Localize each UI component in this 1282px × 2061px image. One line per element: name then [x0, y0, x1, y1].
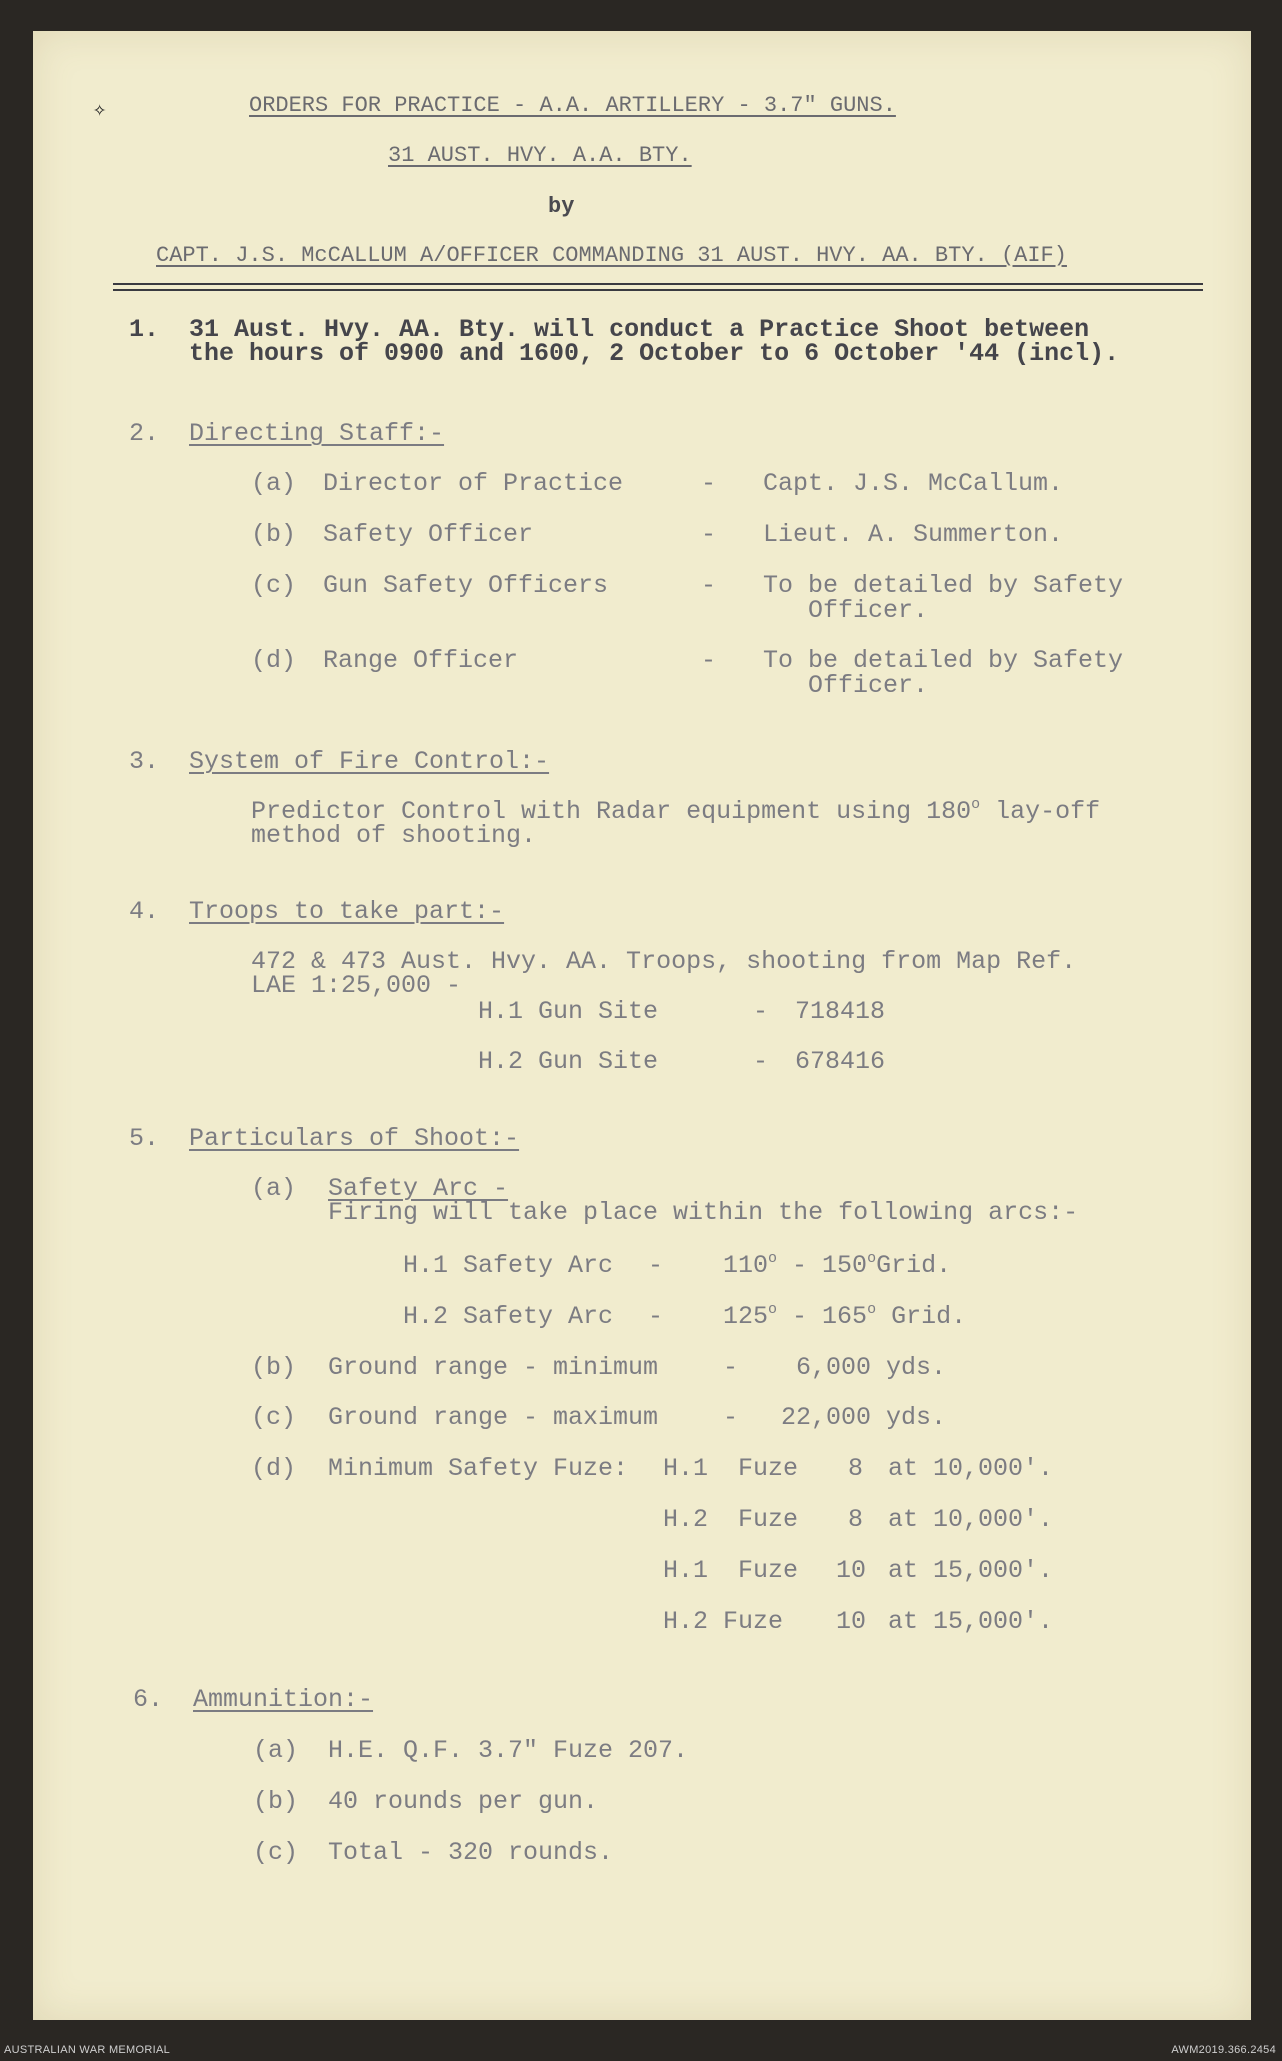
- author-line: CAPT. J.S. McCALLUM A/OFFICER COMMANDING 31 AUST. HVY. AA. BTY. (AIF): [156, 243, 1067, 268]
- arc-range: 110$^o$ - 150$^o$Grid.: [723, 1250, 952, 1280]
- fuze-altitude: at 15,000'.: [888, 1607, 1054, 1636]
- arc-name: H.2 Safety Arc: [403, 1302, 614, 1331]
- section-2-number: 2.: [129, 419, 160, 448]
- fuze-label: Fuze: [738, 1454, 799, 1483]
- section-6-title: Ammunition:-: [193, 1685, 374, 1714]
- row-dash: -: [701, 469, 717, 498]
- fuze-number: 8: [848, 1454, 864, 1483]
- section-3-line-1: Predictor Control with Radar equipment using 180$^o$ lay-off: [251, 796, 1101, 826]
- staff-role: Director of Practice: [323, 469, 624, 498]
- arc-name: H.1 Safety Arc: [403, 1251, 614, 1280]
- row-dash: -: [648, 1251, 664, 1280]
- document-page: [33, 31, 1251, 2020]
- ammunition-text: 40 rounds per gun.: [328, 1787, 599, 1816]
- doc-title: ORDERS FOR PRACTICE - A.A. ARTILLERY - 3.7" GUNS.: [249, 93, 896, 118]
- staff-value: To be detailed by Safety: [763, 646, 1124, 675]
- section-1-line-2: the hours of 0900 and 1600, 2 October to 6 October '44 (incl).: [189, 339, 1120, 368]
- fuze-site: H.1: [663, 1556, 709, 1585]
- fuze-site: H.2: [663, 1505, 709, 1534]
- row-dash: -: [723, 1353, 739, 1382]
- section-4-title: Troops to take part:-: [189, 897, 505, 926]
- row-dash: -: [701, 646, 717, 675]
- unit-name: 31 AUST. HVY. A.A. BTY.: [388, 143, 692, 168]
- ground-range-max-value: 22,000 yds.: [781, 1403, 947, 1432]
- header-rule-1: [113, 283, 1203, 285]
- fuze-label: Fuze: [738, 1556, 799, 1585]
- section-1-line-1: 31 Aust. Hvy. AA. Bty. will conduct a Practice Shoot between: [189, 315, 1090, 344]
- safety-arc-title: Safety Arc -: [328, 1174, 509, 1203]
- row-dash: -: [701, 520, 717, 549]
- row-letter: (b): [253, 1787, 299, 1816]
- row-letter: (a): [251, 469, 297, 498]
- section-5-title: Particulars of Shoot:-: [189, 1124, 520, 1153]
- arc-range: 125$^o$ - 165$^o$ Grid.: [723, 1301, 967, 1331]
- staff-value: Lieut. A. Summerton.: [763, 520, 1064, 549]
- row-letter: (c): [251, 1403, 297, 1432]
- row-dash: -: [753, 997, 769, 1026]
- staff-value: To be detailed by Safety: [763, 571, 1124, 600]
- fuze-altitude: at 10,000'.: [888, 1505, 1054, 1534]
- fuze-number: 10: [836, 1556, 867, 1585]
- fuze-number: 10: [836, 1607, 867, 1636]
- safety-arc-line: Firing will take place within the following arcs:-: [328, 1198, 1079, 1227]
- minimum-safety-fuze-label: Minimum Safety Fuze:: [328, 1454, 629, 1483]
- row-dash: -: [753, 1047, 769, 1076]
- row-letter: (c): [253, 1838, 299, 1867]
- staff-value-continued: Officer.: [808, 596, 929, 625]
- staff-value: Capt. J.S. McCallum.: [763, 469, 1064, 498]
- row-letter: (a): [253, 1736, 299, 1765]
- section-4-number: 4.: [129, 897, 160, 926]
- section-2-title: Directing Staff:-: [189, 419, 445, 448]
- fuze-altitude: at 15,000'.: [888, 1556, 1054, 1585]
- section-3-line-2: method of shooting.: [251, 821, 537, 850]
- header-rule-2: [113, 289, 1203, 291]
- staff-value-continued: Officer.: [808, 671, 929, 700]
- fuze-site: H.1: [663, 1454, 709, 1483]
- ground-range-max-label: Ground range - maximum: [328, 1403, 659, 1432]
- row-dash: -: [723, 1403, 739, 1432]
- by-line: by: [548, 194, 575, 219]
- ground-range-min-label: Ground range - minimum: [328, 1353, 659, 1382]
- fuze-number: 8: [848, 1505, 864, 1534]
- fuze-site: H.2: [663, 1607, 709, 1636]
- section-4-line-2: LAE 1:25,000 -: [251, 971, 462, 1000]
- ammunition-text: H.E. Q.F. 3.7" Fuze 207.: [328, 1736, 689, 1765]
- row-dash: -: [701, 571, 717, 600]
- gun-site-name: H.2 Gun Site: [478, 1047, 659, 1076]
- map-reference: 718418: [795, 997, 886, 1026]
- row-letter: (a): [251, 1174, 297, 1203]
- row-dash: -: [648, 1302, 664, 1331]
- row-letter: (d): [251, 1454, 297, 1483]
- fuze-label: Fuze: [738, 1505, 799, 1534]
- ammunition-text: Total - 320 rounds.: [328, 1838, 614, 1867]
- section-4-line-1: 472 & 473 Aust. Hvy. AA. Troops, shooting from Map Ref.: [251, 947, 1077, 976]
- section-6-number: 6.: [133, 1685, 164, 1714]
- ink-mark: ✧: [93, 98, 107, 123]
- section-5-number: 5.: [129, 1124, 160, 1153]
- gun-site-name: H.1 Gun Site: [478, 997, 659, 1026]
- row-letter: (b): [251, 520, 297, 549]
- footer-source: AUSTRALIAN WAR MEMORIAL: [4, 2044, 171, 2056]
- ground-range-min-value: 6,000 yds.: [796, 1353, 947, 1382]
- staff-role: Range Officer: [323, 646, 519, 675]
- fuze-label: Fuze: [723, 1607, 784, 1636]
- section-3-number: 3.: [129, 747, 160, 776]
- section-3-title: System of Fire Control:-: [189, 747, 550, 776]
- footer-reference: AWM2019.366.2454: [1171, 2044, 1276, 2056]
- row-letter: (c): [251, 571, 297, 600]
- row-letter: (d): [251, 646, 297, 675]
- fuze-altitude: at 10,000'.: [888, 1454, 1054, 1483]
- row-letter: (b): [251, 1353, 297, 1382]
- map-reference: 678416: [795, 1047, 886, 1076]
- staff-role: Gun Safety Officers: [323, 571, 609, 600]
- section-1-number: 1.: [129, 315, 160, 344]
- staff-role: Safety Officer: [323, 520, 534, 549]
